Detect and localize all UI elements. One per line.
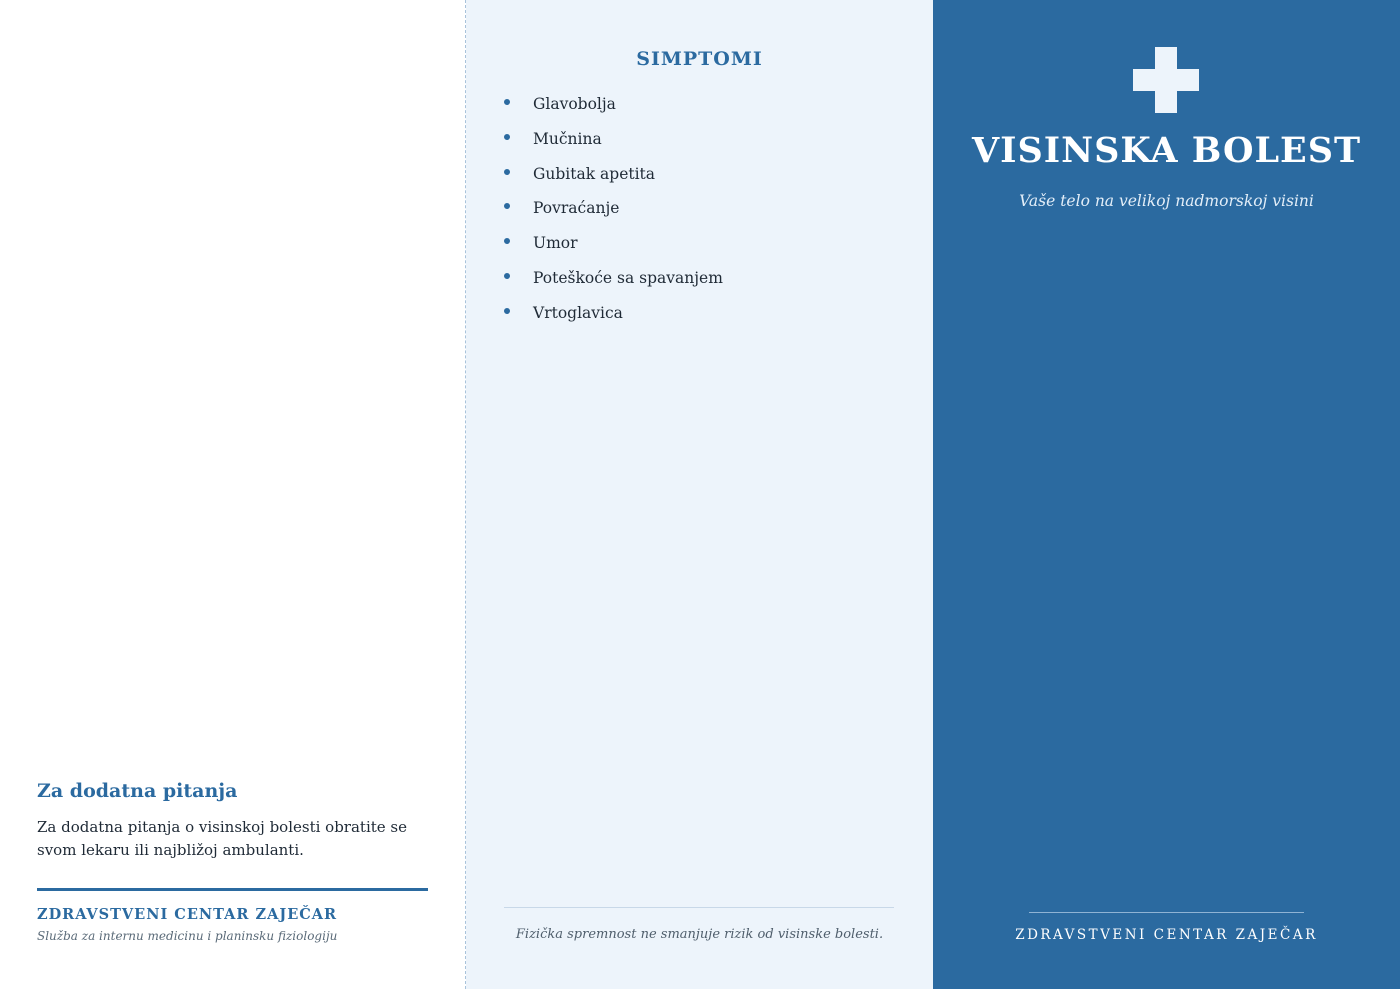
bullet-icon	[504, 308, 510, 314]
medical-cross-icon	[1133, 47, 1199, 113]
bullet-icon	[504, 99, 510, 105]
symptom-item	[504, 231, 723, 266]
symptom-label: Umor	[533, 234, 578, 253]
symptom-label: Mučnina	[533, 129, 602, 148]
contact-text: Za dodatna pitanja o visinskoj bolesti obratite se svom lekaru ili najbližoj ambulanti.	[37, 818, 407, 859]
cover-org-name: ZDRAVSTVENI CENTAR ZAJEČAR	[1015, 927, 1318, 943]
cover-panel	[933, 0, 1400, 989]
symptoms-panel	[466, 0, 933, 989]
contact-heading: Za dodatna pitanja	[37, 780, 238, 802]
symptom-item	[504, 162, 723, 197]
org-name: ZDRAVSTVENI CENTAR ZAJEČAR	[37, 906, 338, 923]
contact-section	[37, 780, 429, 862]
symptoms-title: SIMPTOMI	[636, 48, 763, 70]
symptom-label: Povraćanje	[533, 199, 620, 218]
cover-title: VISINSKA BOLEST	[971, 130, 1362, 171]
footer-note: Fizička spremnost ne smanjuje rizik od visinske bolesti.	[515, 927, 884, 942]
symptom-item	[504, 196, 723, 231]
bullet-icon	[504, 134, 510, 140]
cover-subtitle: Vaše telo na velikoj nadmorskoj visini	[1019, 192, 1314, 210]
symptom-item	[504, 92, 723, 127]
symptom-label: Gubitak apetita	[533, 164, 656, 183]
footer-divider	[504, 907, 894, 908]
symptom-label: Vrtoglavica	[533, 303, 623, 322]
bullet-icon	[504, 169, 510, 175]
symptom-item	[504, 127, 723, 162]
symptom-item	[504, 301, 723, 336]
symptom-label: Poteškoće sa spavanjem	[533, 268, 723, 287]
org-subtitle: Služba za internu medicinu i planinsku fiziologiju	[37, 929, 338, 943]
bullet-icon	[504, 273, 510, 279]
contact-divider	[37, 888, 428, 891]
symptoms-list	[504, 92, 723, 336]
contact-panel	[0, 0, 466, 989]
bullet-icon	[504, 238, 510, 244]
symptom-label: Glavobolja	[533, 95, 616, 113]
bullet-icon	[504, 203, 510, 209]
cover-divider	[1029, 912, 1304, 913]
symptom-item	[504, 266, 723, 301]
